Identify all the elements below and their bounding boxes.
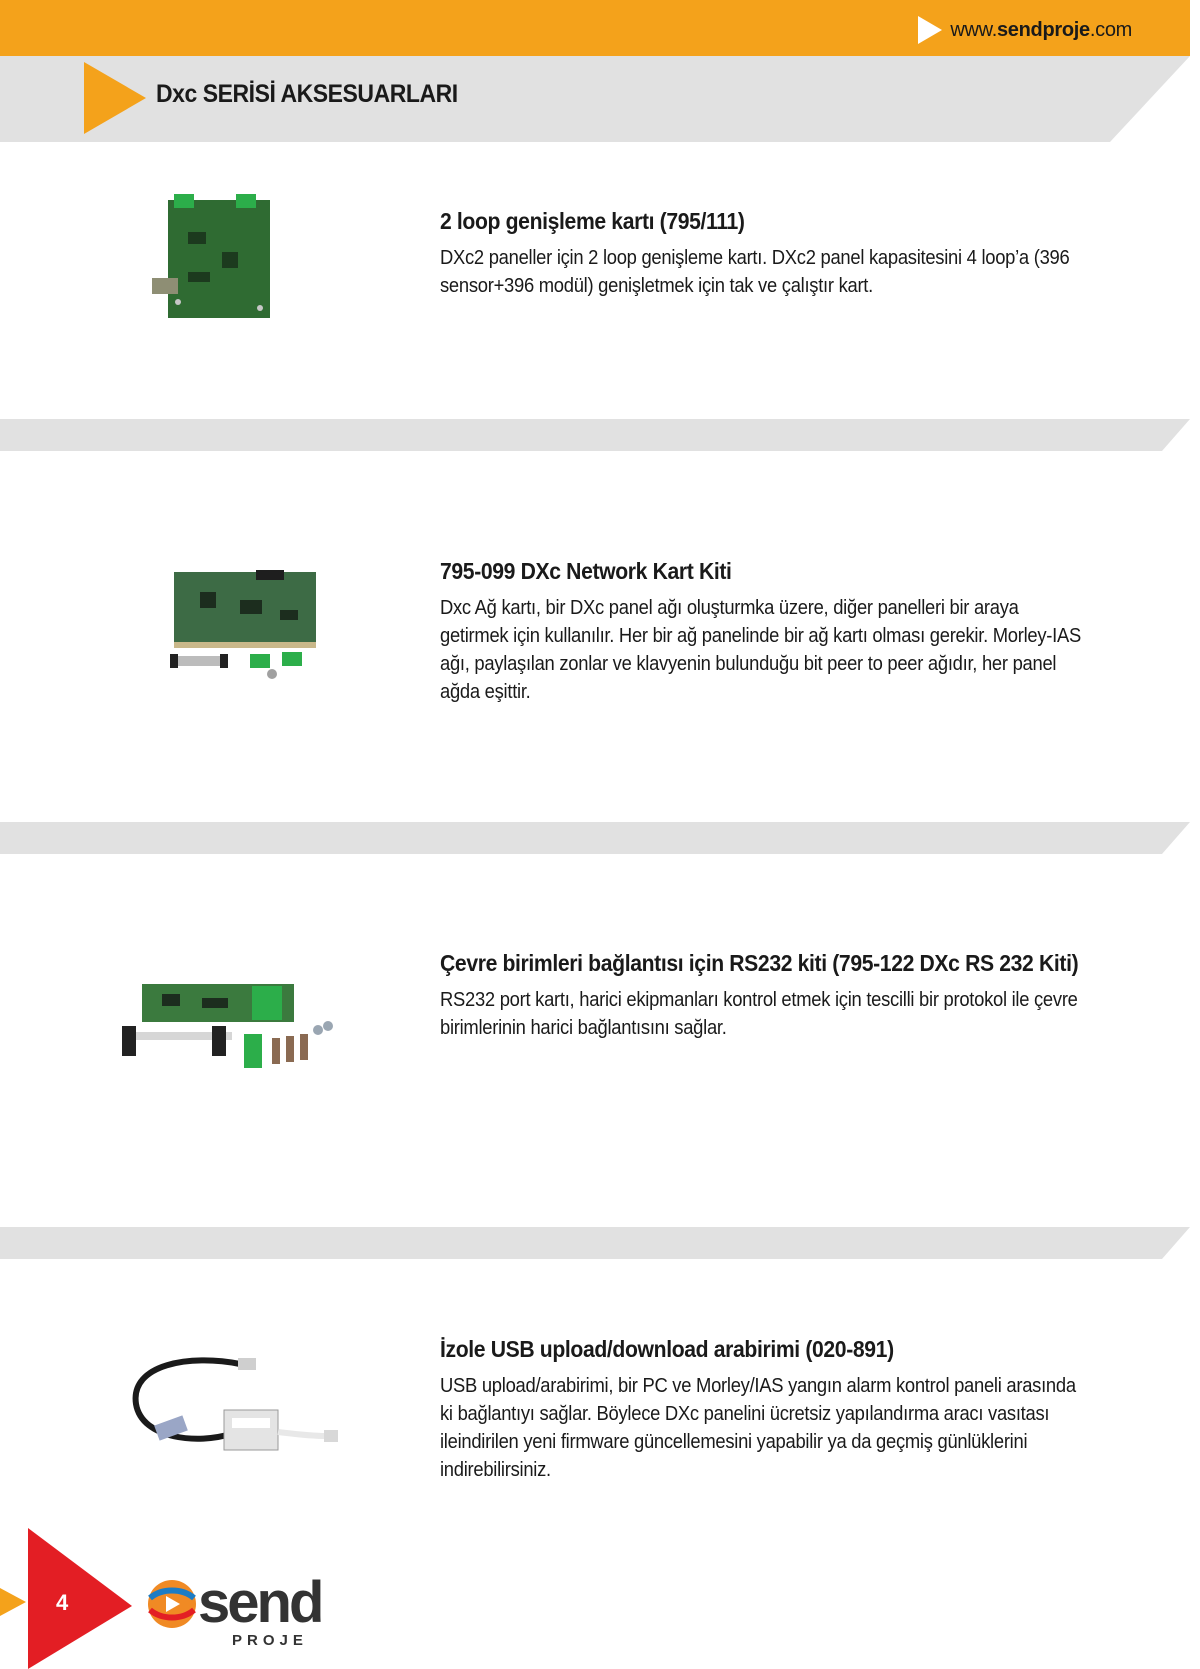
logo-wordmark: send — [198, 1570, 322, 1635]
rs232-kit-icon — [122, 980, 336, 1072]
product-title: 795-099 DXc Network Kart Kiti — [440, 558, 732, 584]
page-title: Dxc SERİSİ AKSESUARLARI — [156, 80, 458, 108]
section-divider — [0, 419, 1190, 451]
top-bar — [0, 0, 1190, 56]
pcb-board-icon — [148, 192, 278, 324]
send-logo-globe-icon — [146, 1578, 198, 1630]
logo-subtitle: PROJE — [232, 1632, 308, 1649]
section-divider — [0, 1227, 1190, 1259]
footer-arrow-icon — [0, 1528, 140, 1669]
product-title: İzole USB upload/download arabirimi (020-891) — [440, 1336, 894, 1362]
website-url: www.sendproje.com — [950, 18, 1132, 41]
website-link[interactable] — [918, 16, 1132, 44]
product-description: Dxc Ağ kartı, bir DXc panel ağı oluşturmka üzere, diğer panelleri bir araya getirmek için kullanılır. Her bir ağ panelinde bir ağ kartı olması gerekir. Morley-IAS ağı, paylaşılan zonlar ve klavyenin bulunduğu bit peer to peer ağıdır, her panel ağda eşittir. — [440, 597, 1081, 703]
page-number: 4 — [56, 1590, 69, 1615]
play-arrow-icon — [918, 16, 942, 44]
usb-interface-icon — [130, 1354, 340, 1474]
header-arrow-icon — [84, 62, 146, 134]
network-card-kit-icon — [170, 570, 320, 682]
product-description: USB upload/arabirimi, bir PC ve Morley/IAS yangın alarm kontrol paneli arasında ki bağlantıyı sağlar. Böylece DXc panelini ücretsiz yapılandırma aracı vasıtası ileindirilen yeni firmware güncellemesini yapabilir ya da geçmiş günlüklerini indirebilirsiniz. — [440, 1375, 1076, 1481]
product-title: Çevre birimleri bağlantısı için RS232 kiti (795-122 DXc RS 232 Kiti) — [440, 950, 1079, 976]
product-description: DXc2 paneller için 2 loop genişleme kartı. DXc2 panel kapasitesini 4 loop’a (396 sensor+396 modül) genişletmek için tak ve çalıştır kart. — [440, 247, 1070, 297]
product-title: 2 loop genişleme kartı (795/111) — [440, 208, 745, 234]
product-description: RS232 port kartı, harici ekipmanları kontrol etmek için tescilli bir protokol ile çevre birimlerinin harici bağlantısını sağlar. — [440, 989, 1078, 1039]
section-divider — [0, 822, 1190, 854]
